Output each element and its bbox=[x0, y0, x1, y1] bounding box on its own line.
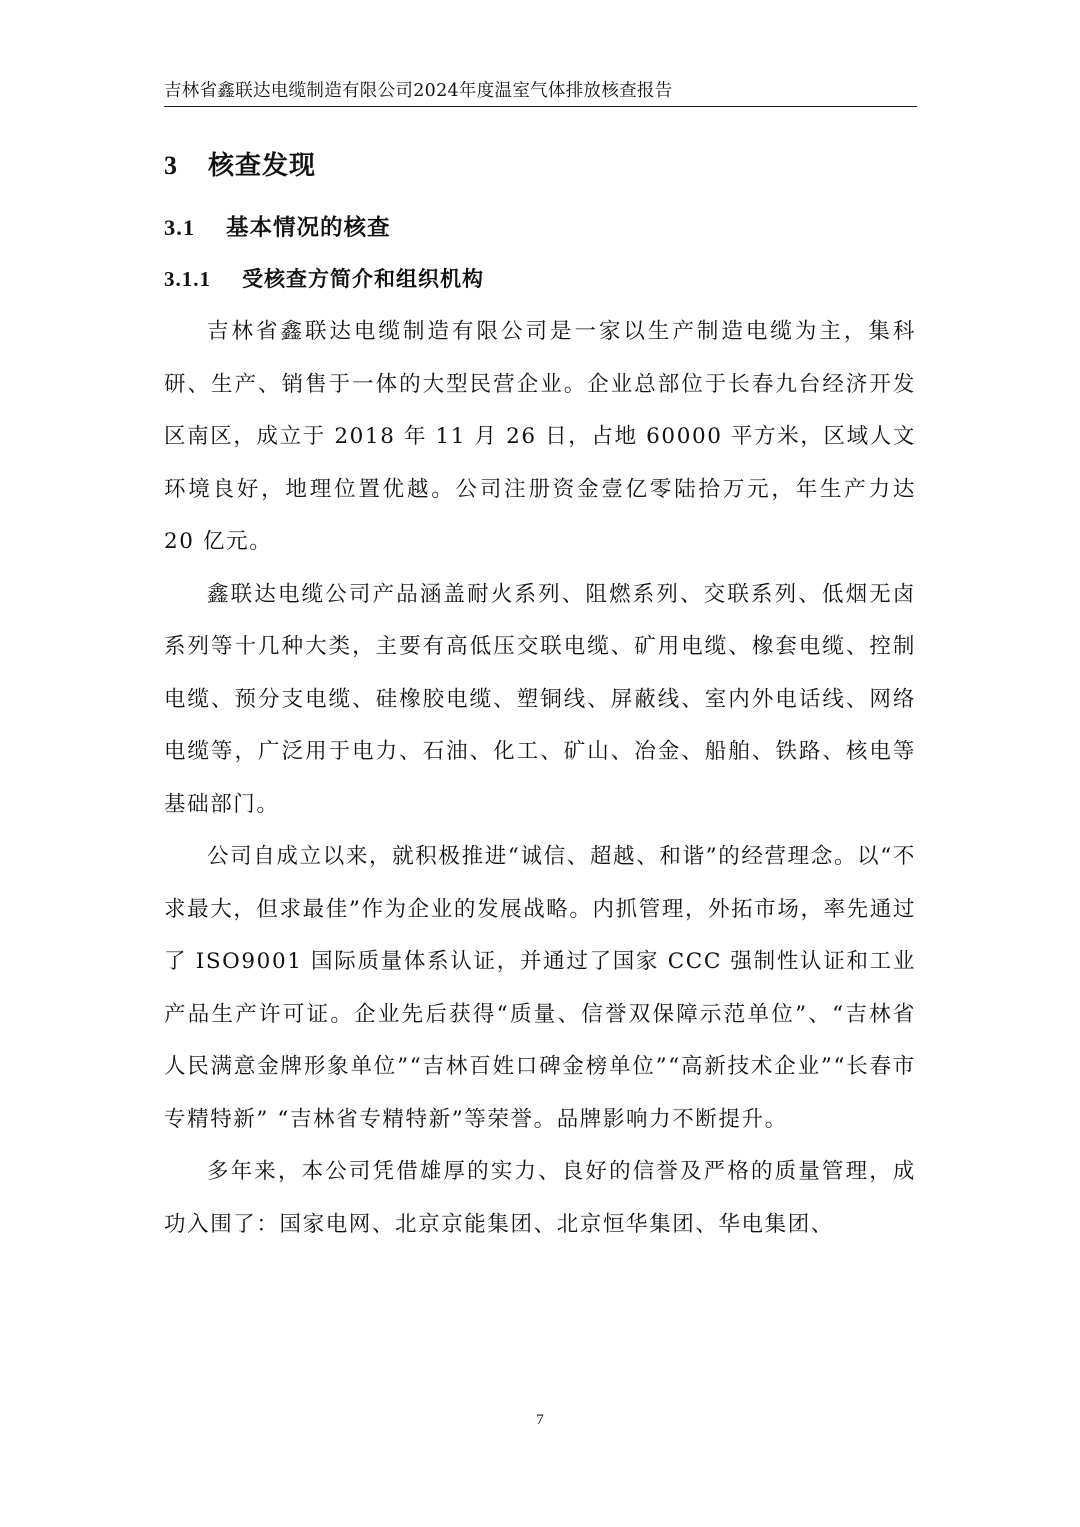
section-title: 核查发现 bbox=[208, 151, 317, 181]
section-heading bbox=[164, 146, 916, 186]
subsubsection-number: 3.1.1 bbox=[164, 267, 211, 291]
section-number: 3 bbox=[164, 151, 178, 180]
header-title: 吉林省鑫联达电缆制造有限公司2024年度温室气体排放核查报告 bbox=[164, 81, 673, 101]
subsubsection-heading bbox=[164, 259, 916, 299]
subsection-heading bbox=[164, 208, 916, 248]
subsubsection-title: 受核查方简介和组织机构 bbox=[242, 266, 484, 291]
page-content bbox=[164, 146, 916, 1251]
paragraph-company-intro: 吉林省鑫联达电缆制造有限公司是一家以生产制造电缆为主，集科研、生产、销售于一体的大型民营企业。企业总部位于长春九台经济开发区南区，成立于 2018 年 11 月 26 日，占地 60000 平方米，区域人文环境良好，地理位置优越。公司注册资金壹亿零陆拾万元，年生产力达 20 亿元。 bbox=[164, 319, 916, 554]
paragraph-partners: 多年来，本公司凭借雄厚的实力、良好的信誉及严格的质量管理，成功入围了：国家电网、北京京能集团、北京恒华集团、华电集团、 bbox=[164, 1159, 916, 1237]
subsection-title: 基本情况的核查 bbox=[226, 215, 391, 241]
page-number: 7 bbox=[536, 1412, 544, 1428]
paragraph-products: 鑫联达电缆公司产品涵盖耐火系列、阻燃系列、交联系列、低烟无卤系列等十几种大类，主要有高低压交联电缆、矿用电缆、橡套电缆、控制电缆、预分支电缆、硅橡胶电缆、塑铜线、屏蔽线、室内外电话线、网络电缆等，广泛用于电力、石油、化工、矿山、冶金、船舶、铁路、核电等基础部门。 bbox=[164, 581, 916, 817]
paragraph-philosophy-honors: 公司自成立以来，就积极推进“诚信、超越、和谐”的经营理念。以“不求最大，但求最佳”作为企业的发展战略。内抓管理，外拓市场，率先通过了 ISO9001 国际质量体系认证，并通过了国家 CCC 强制性认证和工业产品生产许可证。企业先后获得“质量、信誉双保障示范单位”、“吉林省人民满意金牌形象单位”“吉林百姓口碑金榜单位”“高新技术企业”“长春市专精特新” “吉林省专精特新”等荣誉。品牌影响力不断提升。 bbox=[164, 844, 916, 1132]
page-header bbox=[164, 78, 917, 107]
subsection-number: 3.1 bbox=[164, 215, 196, 240]
